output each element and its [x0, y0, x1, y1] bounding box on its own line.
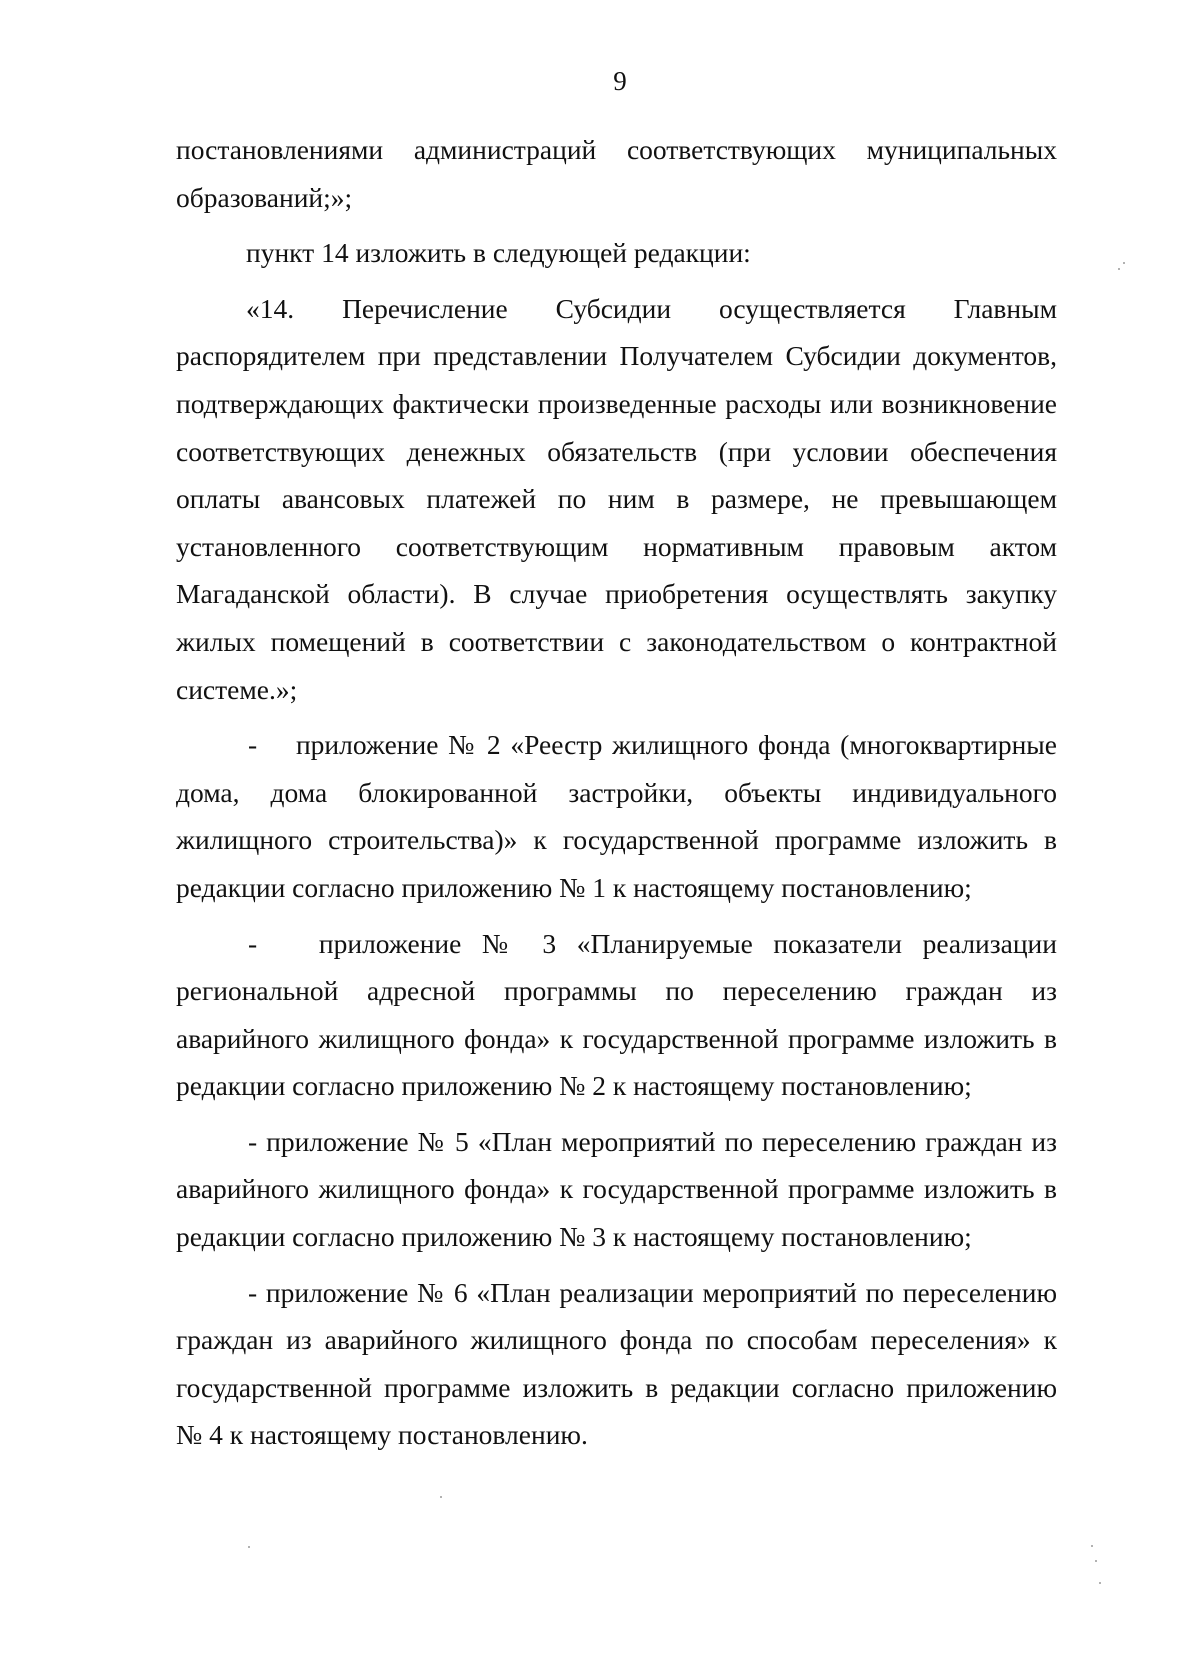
paragraph-continuation: постановлениями администраций соответствующих муниципальных образований;»;: [176, 134, 1057, 213]
paragraph-point-14-intro: пункт 14 изложить в следующей редакции:: [246, 237, 751, 269]
scan-speck: [1099, 1582, 1101, 1584]
paragraph-appendix-2: - приложение № 2 «Реестр жилищного фонда (многоквартирные дома, дома блокированной застройки, объекты индивидуального жилищного строительства)» к государственной программе изложить в редакции согласно приложению № 1 к настоящему постановлению;: [176, 729, 1064, 903]
scan-speck: [440, 1496, 442, 1498]
scan-speck: [1118, 268, 1120, 270]
scan-speck: [1123, 262, 1125, 264]
scan-speck: [248, 1546, 250, 1548]
document-body: [176, 126, 1064, 1467]
scan-speck: [1091, 1545, 1093, 1547]
paragraph-appendix-5: - приложение № 5 «План мероприятий по переселению граждан из аварийного жилищного фонда» к государственной программе изложить в редакции согласно приложению № 3 к настоящему постановлению;: [176, 1125, 1057, 1253]
paragraph-appendix-3: - приложение № 3 «Планируемые показатели реализации региональной адресной программы по переселению граждан из аварийного жилищного фонда» к государственной программе изложить в редакции согласно приложению № 2 к настоящему постановлению;: [176, 927, 1064, 1102]
scan-speck: [1095, 1560, 1097, 1562]
paragraph-point-14-text: «14. Перечисление Субсидии осуществляется Главным распорядителем при представлении Получателем Субсидии документов, подтверждающих фактически произведенные расходы или возникновение соответствующих денежных обязательств (при условии обеспечения оплаты авансовых платежей по ним в размере, не превышающем установленного соответствующим нормативным правовым актом Магаданской области). В случае приобретения осуществлять закупку жилых помещений в соответствии с законодательством о контрактной системе.»;: [176, 292, 1057, 705]
paragraph-appendix-6: - приложение № 6 «План реализации мероприятий по переселению граждан из аварийного жилищного фонда по способам переселения» к государственной программе изложить в редакции согласно приложению № 4 к настоящему постановлению.: [176, 1276, 1057, 1451]
page-number: 9: [613, 66, 627, 96]
